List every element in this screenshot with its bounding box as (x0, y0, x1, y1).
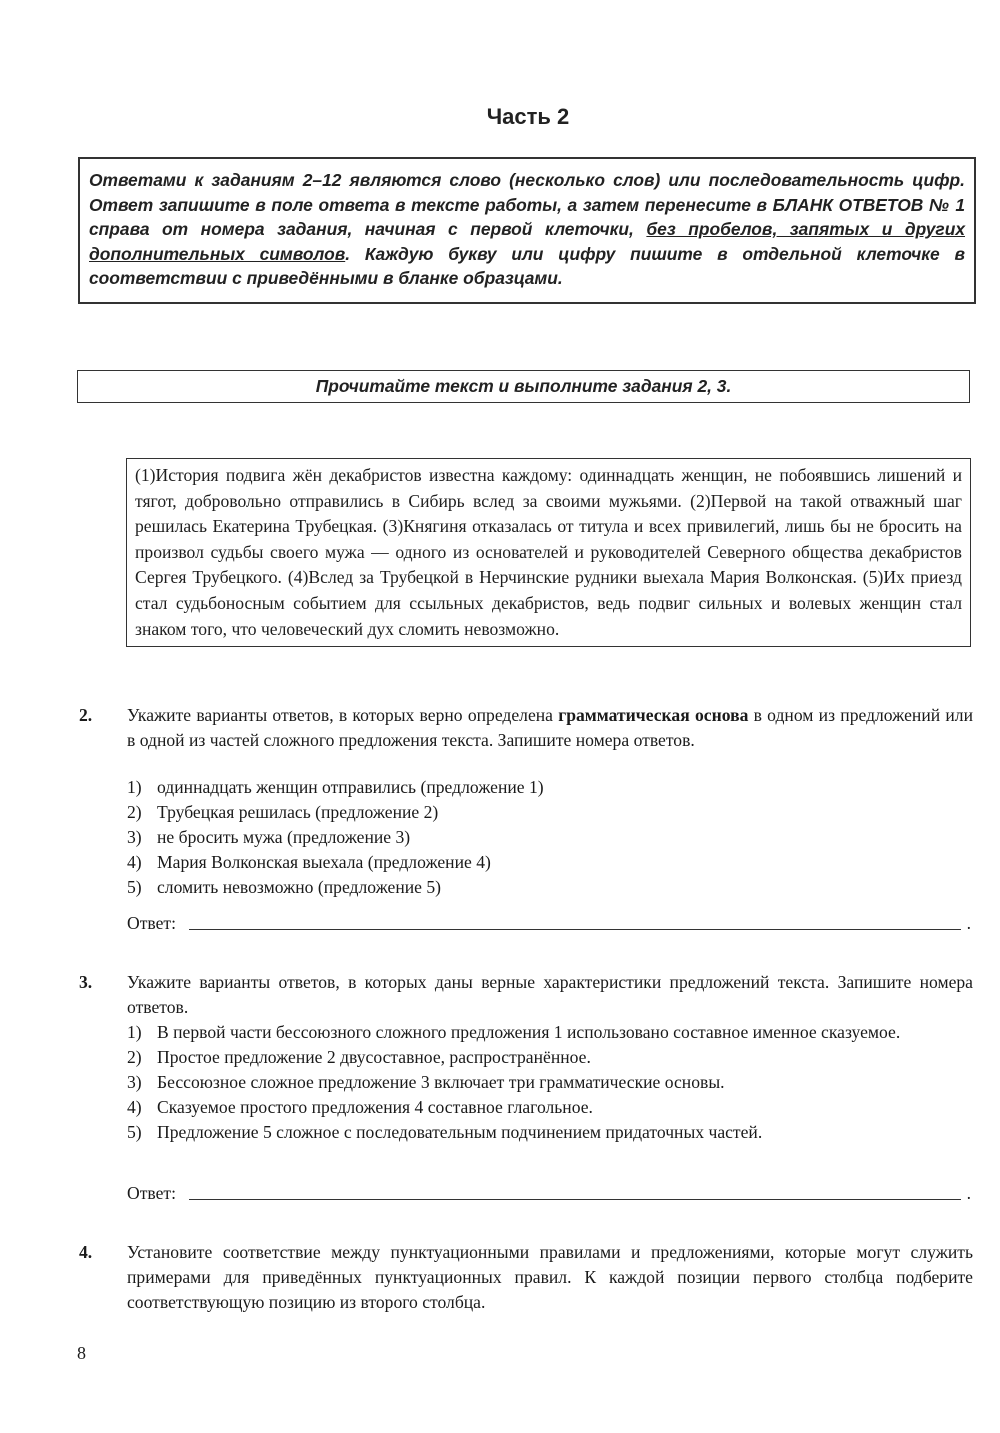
task-3-answer-field[interactable]: Ответ: . (127, 1180, 973, 1206)
task-question: Укажите варианты ответов, в которых верно определена грамматическая основа в одном из предложений или в одной из частей сложного предложения текста. Запишите номера ответов. (127, 705, 974, 750)
task-2-answer-field[interactable]: Ответ: . (127, 910, 973, 936)
task-number: 2. (79, 705, 93, 725)
task-3-options (127, 1020, 973, 1145)
answer-line[interactable] (189, 1199, 961, 1200)
instruction-text: Ответами к заданиям 2–12 являются слово (несколько слов) или последовательность цифр. Ответ запишите в поле ответа в тексте работы, а затем перенесите в БЛАНК ОТВЕТОВ № 1 справа от номера задания, начиная с первой клеточки, (89, 170, 965, 239)
option-item: 5) сломить невозможно (предложение 5) (127, 877, 442, 897)
instruction-underlined: без пробелов, запятых и других дополнительных символов (89, 219, 966, 264)
option-item: 2) Трубецкая решилась (предложение 2) (127, 802, 439, 822)
read-instruction: Прочитайте текст и выполните задания 2, 3. (315, 376, 732, 396)
reading-text-box (126, 458, 971, 647)
reading-text: (1)История подвига жён декабристов известна каждому: одиннадцать женщин, не побоявшись лишений и тягот, добровольно отправились в Сибирь вслед за своими мужьями. (2)Первой на такой отважный шаг решилась Екатерина Трубецкая. (3)Княгиня отказалась от титула и всех привилегий, лишь бы не бросить на произвол судьбы своего мужа — одного из основателей и руководителей Северного общества декабристов Сергея Трубецкого. (4)Вслед за Трубецкой в Нерчинские рудники выехала Мария Волконская. (5)Их приезд стал судьбоносным событием для ссыльных декабристов, ведь подвиг сильных и волевых женщин стал знаком того, что человеческий дух сломить невозможно. (135, 465, 962, 639)
page-number: 8 (77, 1343, 86, 1363)
instruction-text-end: . Каждую букву или цифру пишите в отдельной клеточке в соответствии с приведёнными в бланке образцами. (89, 243, 965, 288)
task-number: 3. (79, 972, 93, 992)
instruction-box (78, 157, 976, 304)
answer-label: Ответ: (127, 913, 176, 933)
answer-line[interactable] (189, 929, 961, 930)
option-item: 2) Простое предложение 2 двусоставное, распространённое. (127, 1047, 591, 1067)
option-item: 3) не бросить мужа (предложение 3) (127, 827, 411, 847)
task-question: Укажите варианты ответов, в которых даны верные характеристики предложений текста. Запишите номера ответов. (127, 972, 973, 1017)
option-item: 3) Бессоюзное сложное предложение 3 включает три грамматические основы. (127, 1072, 725, 1092)
option-item: 4) Мария Волконская выехала (предложение 4) (127, 852, 491, 872)
option-item: 1) В первой части бессоюзного сложного предложения 1 использовано составное именное сказуемое. (127, 1022, 901, 1042)
part-title: Часть 2 (486, 104, 570, 129)
read-instruction-box (77, 370, 970, 403)
option-item: 4) Сказуемое простого предложения 4 составное глагольное. (127, 1097, 593, 1117)
option-item: 5) Предложение 5 сложное с последовательным подчинением придаточных частей. (127, 1122, 763, 1142)
task-question: Установите соответствие между пунктуационными правилами и предложениями, которые могут служить примерами для приведённых пунктуационных правил. К каждой позиции первого столбца подберите соответствующую позицию из второго столбца. (127, 1242, 973, 1312)
task-number: 4. (79, 1242, 93, 1262)
option-item: 1) одиннадцать женщин отправились (предложение 1) (127, 777, 544, 797)
task-2-options (127, 775, 973, 900)
answer-label: Ответ: (127, 1183, 176, 1203)
